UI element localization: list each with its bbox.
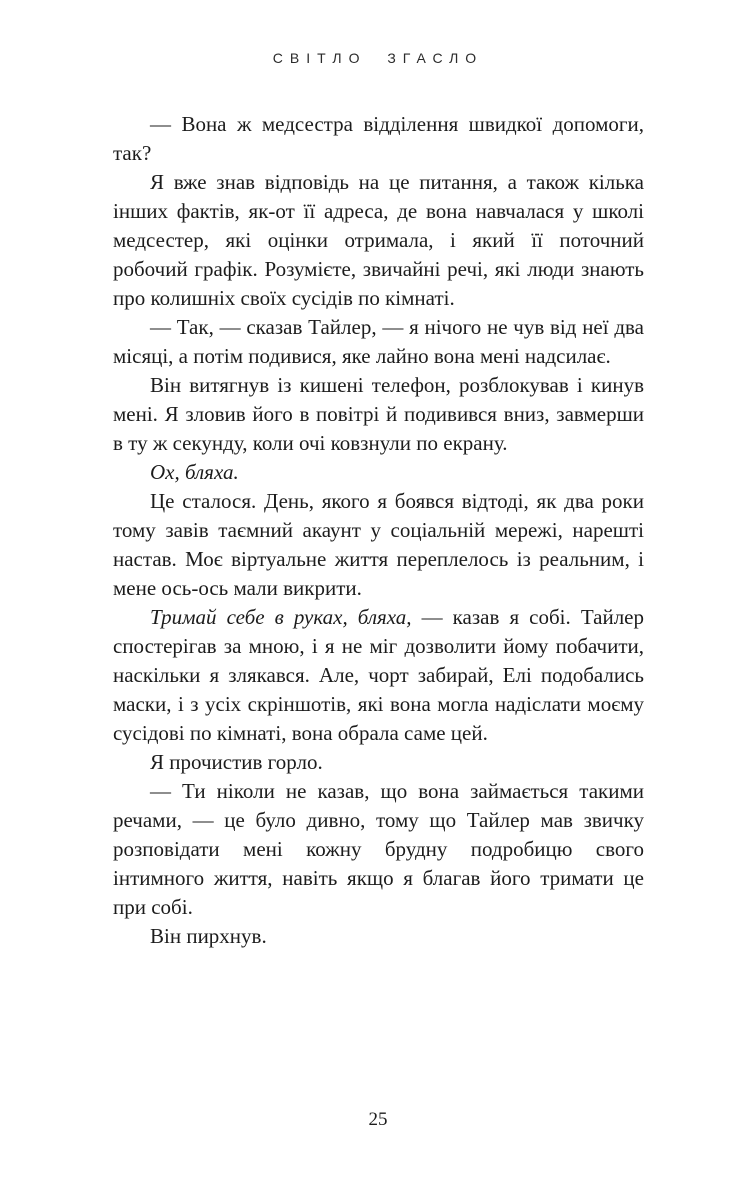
- text-block: [113, 110, 644, 951]
- body-text: Я вже знав відповідь на це питання, а також кілька інших фактів, як-от її адреса, де вона навчалася у школі медсестер, які оцінки отримала, і який її поточний робочий графік. Розумієте, звичайні речі, які люди знають про колишніх своїх сусідів по кімнаті.: [113, 170, 644, 310]
- paragraph: [113, 748, 644, 777]
- page-number: 25: [368, 1109, 388, 1130]
- paragraph: [113, 603, 644, 748]
- paragraph: [113, 777, 644, 922]
- body-text: — казав я собі. Тайлер спостерігав за мною, і я не міг дозволити йому побачити, наскільки я злякався. Але, чорт забирай, Елі подобались маски, і з усіх скріншотів, які вона могла надіслати моєму сусідові по кімнаті, вона обрала саме цей.: [113, 605, 644, 745]
- paragraph: [113, 922, 644, 951]
- paragraph: [113, 313, 644, 371]
- body-text: Він витягнув із кишені телефон, розблокував і кинув мені. Я зловив його в повітрі й подивився вниз, завмерши в ту ж секунду, коли очі ковзнули по екрану.: [113, 373, 644, 455]
- paragraph: [113, 110, 644, 168]
- paragraph: [113, 371, 644, 458]
- body-text: — Вона ж медсестра відділення швидкої допомоги, так?: [113, 112, 644, 165]
- body-text: — Так, — сказав Тайлер, — я нічого не чув від неї два місяці, а потім подивися, яке лайно вона мені надсилає.: [113, 315, 644, 368]
- paragraph: [113, 487, 644, 603]
- body-text: Він пирхнув.: [150, 924, 267, 948]
- body-text: Я прочистив горло.: [150, 750, 323, 774]
- paragraph: [113, 458, 644, 487]
- body-text: Це сталося. День, якого я боявся відтоді, як два роки тому завів таємний акаунт у соціальній мережі, нарешті настав. Моє віртуальне життя переплелось із реальним, і мене ось-ось мали викрити.: [113, 489, 644, 600]
- italic-text: Тримай себе в руках, бляха,: [150, 605, 412, 629]
- running-title: СВІТЛО ЗГАСЛО: [272, 50, 484, 66]
- body-text: — Ти ніколи не казав, що вона займається такими речами, — це було дивно, тому що Тайлер мав звичку розповідати мені кожну брудну подробицю свого інтимного життя, навіть якщо я благав його тримати це при собі.: [113, 779, 644, 919]
- italic-text: Ох, бляха.: [150, 460, 239, 484]
- paragraph: [113, 168, 644, 313]
